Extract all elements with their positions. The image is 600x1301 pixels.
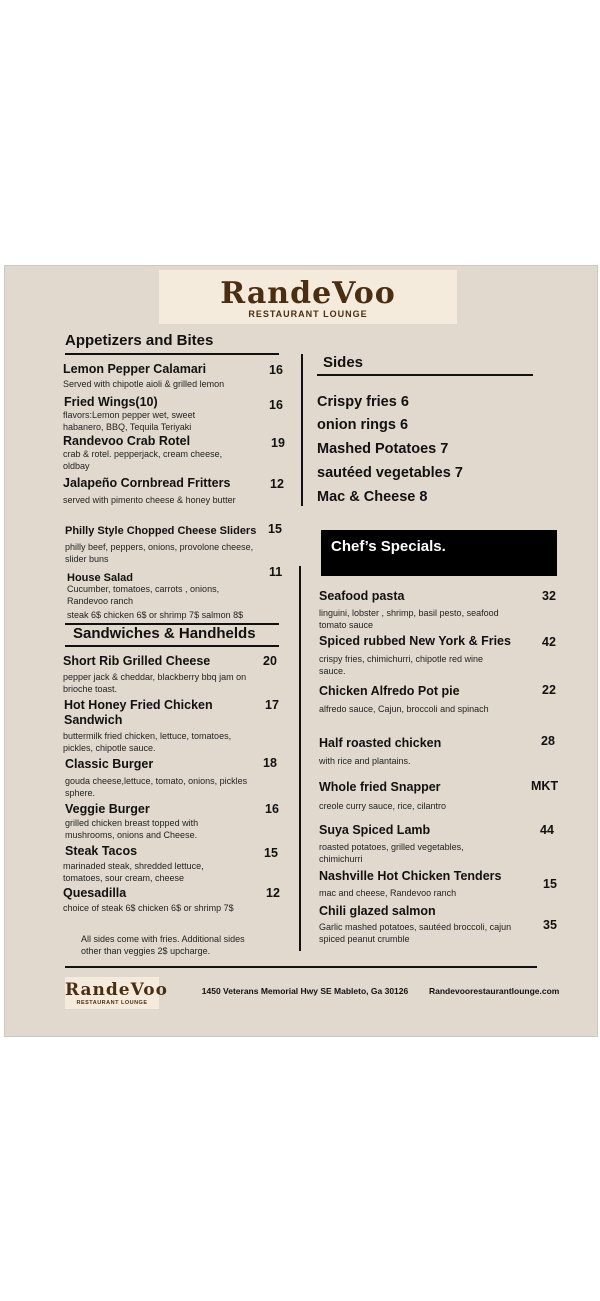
menu-item-price: 19 xyxy=(271,436,285,450)
menu-item-extra: steak 6$ chicken 6$ or shrimp 7$ salmon 8$ xyxy=(67,610,244,620)
menu-item-price: 35 xyxy=(543,918,557,932)
menu-item-price: 28 xyxy=(541,734,555,748)
menu-item-desc: crab & rotel. pepperjack, cream cheese, oldbay xyxy=(63,449,223,471)
menu-item-price: 12 xyxy=(270,477,284,491)
logo-banner xyxy=(159,270,457,324)
menu-item-desc: alfredo sauce, Cajun, broccoli and spinach xyxy=(319,704,489,714)
brand-logo: RandeVoo xyxy=(220,276,396,311)
menu-item-name: Lemon Pepper Calamari xyxy=(63,362,207,376)
menu-item-price: 22 xyxy=(542,683,556,697)
menu-item-desc: Garlic mashed potatoes, sautéed broccoli, cajun spiced peanut crumble xyxy=(319,922,512,944)
menu-item-name: Chili glazed salmon xyxy=(319,904,436,918)
menu-item-desc: creole curry sauce, rice, cilantro xyxy=(319,801,447,811)
menu-item-name: Chicken Alfredo Pot pie xyxy=(319,684,460,698)
menu-item-desc: served with pimento cheese & honey butter xyxy=(63,495,236,505)
menu-item-desc: mac and cheese, Randevoo ranch xyxy=(319,888,457,898)
menu-item-price: 15 xyxy=(264,846,278,860)
menu-item-name: Veggie Burger xyxy=(65,802,150,816)
chefs-specials-header: Chef’s Specials. xyxy=(321,530,557,576)
menu-item-price: MKT xyxy=(531,779,559,793)
menu-item-name: Fried Wings(10) xyxy=(64,395,158,409)
menu-item-desc: marinaded steak, shredded lettuce, tomatoes, sour cream, cheese xyxy=(63,861,204,883)
column-divider-bottom xyxy=(299,566,301,951)
footer-divider xyxy=(65,966,537,968)
footer-website[interactable]: Randevoorestaurantlounge.com xyxy=(429,986,560,996)
side-item: Mac & Cheese 8 xyxy=(317,489,428,505)
side-item: Mashed Potatoes 7 xyxy=(317,441,449,457)
menu-item-price: 17 xyxy=(265,698,279,712)
menu-item-name: House Salad xyxy=(67,572,134,584)
footer-brand-subtitle: RESTAURANT LOUNGE xyxy=(76,1000,148,1006)
sides-note: All sides come with fries. Additional sides other than veggies 2$ upcharge. xyxy=(81,934,245,956)
menu-item-name: Jalapeño Cornbread Fritters xyxy=(63,476,231,490)
column-divider-top xyxy=(301,354,303,506)
menu-item-name: Short Rib Grilled Cheese xyxy=(63,654,211,668)
menu-item-desc: linguini, lobster , shrimp, basil pesto, seafood tomato sauce xyxy=(319,608,499,630)
sandwiches-title: Sandwiches & Handhelds xyxy=(73,625,256,642)
footer-logo xyxy=(65,977,168,1009)
menu-item-price: 20 xyxy=(263,654,277,668)
menu-item-desc: grilled chicken breast topped with mushrooms, onions and Cheese. xyxy=(65,818,199,840)
menu-item-name: Whole fried Snapper xyxy=(319,780,441,794)
menu-item-name: Philly Style Chopped Cheese Sliders xyxy=(65,525,257,537)
appetizers-divider xyxy=(65,353,279,355)
menu-item-name: Steak Tacos xyxy=(65,844,138,858)
footer-address: 1450 Veterans Memorial Hwy SE Mableto, Ga 30126 xyxy=(201,986,409,996)
menu-item-desc: roasted potatoes, grilled vegetables, chimichurri xyxy=(319,842,464,864)
menu-item-price: 15 xyxy=(543,877,557,891)
brand-subtitle: RESTAURANT LOUNGE xyxy=(248,309,368,319)
menu-item-price: 32 xyxy=(542,589,556,603)
menu-item-desc: choice of steak 6$ chicken 6$ or shrimp 7$ xyxy=(63,903,234,913)
menu-page xyxy=(4,265,598,1037)
sides-title: Sides xyxy=(323,354,364,371)
sandwiches-divider xyxy=(65,645,279,647)
menu-item-desc: Cucumber, tomatoes, carrots , onions, Randevoo ranch xyxy=(67,584,220,606)
menu-item-desc: crispy fries, chimichurri, chipotle red wine sauce. xyxy=(319,654,484,676)
menu-item-desc: pepper jack & cheddar, blackberry bbq jam on brioche toast. xyxy=(63,672,247,694)
menu-item-price: 42 xyxy=(542,635,556,649)
footer-brand-logo: RandeVoo xyxy=(65,980,168,1000)
menu-item-desc: buttermilk fried chicken, lettuce, tomatoes, pickles, chipotle sauce. xyxy=(63,731,232,753)
menu-item-name: Half roasted chicken xyxy=(319,736,442,750)
menu-item-price: 12 xyxy=(266,886,280,900)
menu-item-name: Randevoo Crab Rotel xyxy=(63,434,191,448)
menu-item-name: Suya Spiced Lamb xyxy=(319,823,431,837)
menu-item-name: Seafood pasta xyxy=(319,589,405,603)
menu-item-price: 18 xyxy=(263,756,277,770)
side-item: onion rings 6 xyxy=(317,417,409,433)
menu-item-name: Spiced rubbed New York & Fries xyxy=(319,634,511,648)
menu-item-price: 11 xyxy=(269,565,283,579)
menu-item-name: Classic Burger xyxy=(65,757,154,771)
menu-item-price: 16 xyxy=(269,363,283,377)
menu-item-name: Quesadilla xyxy=(63,886,127,900)
sides-divider xyxy=(317,374,533,376)
menu-item-desc: with rice and plantains. xyxy=(319,756,411,766)
menu-item-name: Nashville Hot Chicken Tenders xyxy=(319,869,502,883)
appetizers-title: Appetizers and Bites xyxy=(65,332,214,349)
menu-item-desc: Served with chipotle aioli & grilled lemon xyxy=(63,379,225,389)
menu-item-name: Hot Honey Fried Chicken Sandwich xyxy=(64,698,213,727)
side-item: sautéed vegetables 7 xyxy=(317,465,463,481)
menu-item-desc: philly beef, peppers, onions, provolone cheese, slider buns xyxy=(65,542,254,564)
menu-item-desc: flavors:Lemon pepper wet, sweet habanero, BBQ, Tequila Teriyaki xyxy=(63,410,196,432)
side-item: Crispy fries 6 xyxy=(317,394,409,410)
menu-item-price: 16 xyxy=(269,398,283,412)
menu-item-price: 16 xyxy=(265,802,279,816)
menu-item-desc: gouda cheese,lettuce, tomato, onions, pickles sphere. xyxy=(65,776,248,798)
menu-item-price: 15 xyxy=(268,522,282,536)
menu-item-price: 44 xyxy=(540,823,554,837)
